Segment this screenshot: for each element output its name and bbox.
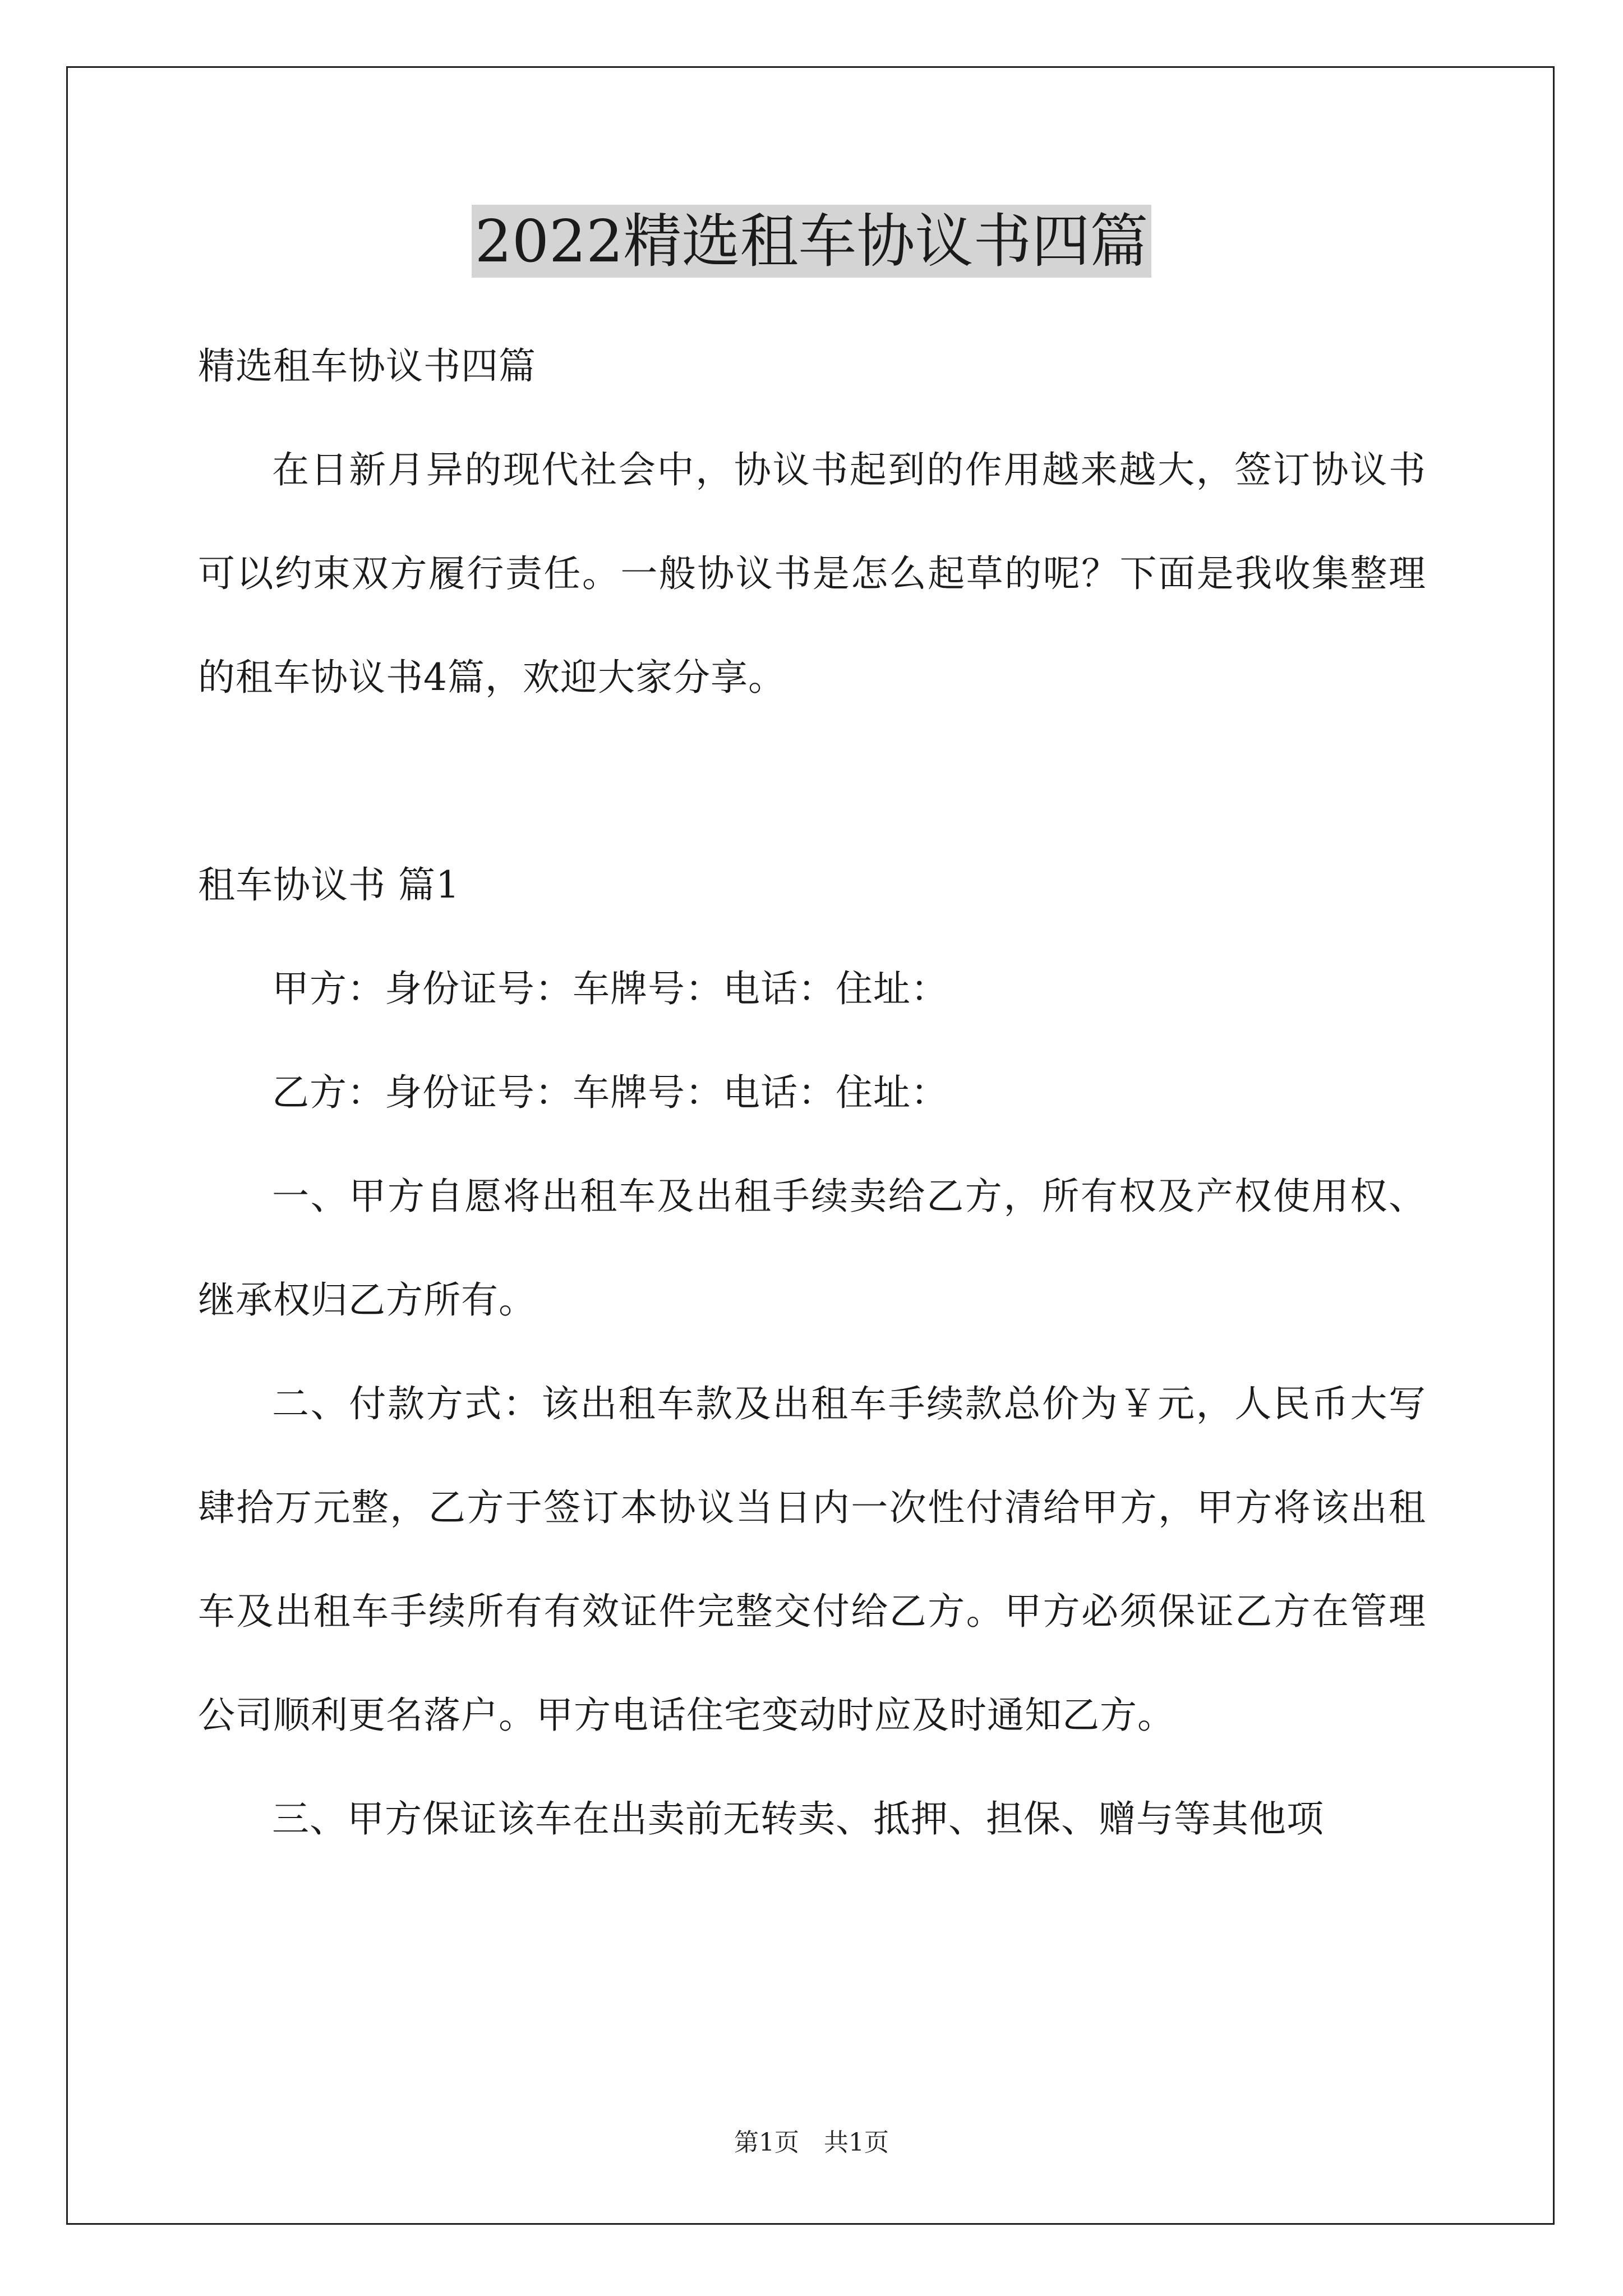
section-spacer bbox=[198, 729, 1426, 833]
clause-two: 二、付款方式：该出租车款及出租车手续款总价为￥元，人民币大写肆拾万元整，乙方于签订本协议当日内一次性付清给甲方，甲方将该出租车及出租车手续所有有效证件完整交付给乙方。甲方必须保证乙方在管理公司顺利更名落户。甲方电话住宅变动时应及时通知乙方。 bbox=[198, 1382, 1426, 1737]
clause-three: 三、甲方保证该车在出卖前无转卖、抵押、担保、赠与等其他项 bbox=[272, 1797, 1324, 1841]
page-footer bbox=[0, 2126, 1623, 2160]
document-body bbox=[198, 314, 1426, 1871]
section-heading: 租车协议书 篇1 bbox=[198, 863, 460, 907]
document-subtitle: 精选租车协议书四篇 bbox=[198, 344, 536, 388]
party-a-line: 甲方：身份证号：车牌号：电话：住址： bbox=[272, 967, 948, 1010]
intro-paragraph: 在日新月异的现代社会中，协议书起到的作用越来越大，签订协议书可以约束双方履行责任。一般协议书是怎么起草的呢？下面是我收集整理的租车协议书4篇，欢迎大家分享。 bbox=[198, 448, 1426, 699]
document-title bbox=[0, 202, 1623, 280]
page-number: 第1页 bbox=[734, 2128, 799, 2157]
party-b-line: 乙方：身份证号：车牌号：电话：住址： bbox=[272, 1071, 948, 1114]
clause-one: 一、甲方自愿将出租车及出租手续卖给乙方，所有权及产权使用权、继承权归乙方所有。 bbox=[198, 1175, 1426, 1322]
document-title-text: 2022精选租车协议书四篇 bbox=[472, 205, 1152, 278]
page-total: 共1页 bbox=[824, 2128, 889, 2157]
